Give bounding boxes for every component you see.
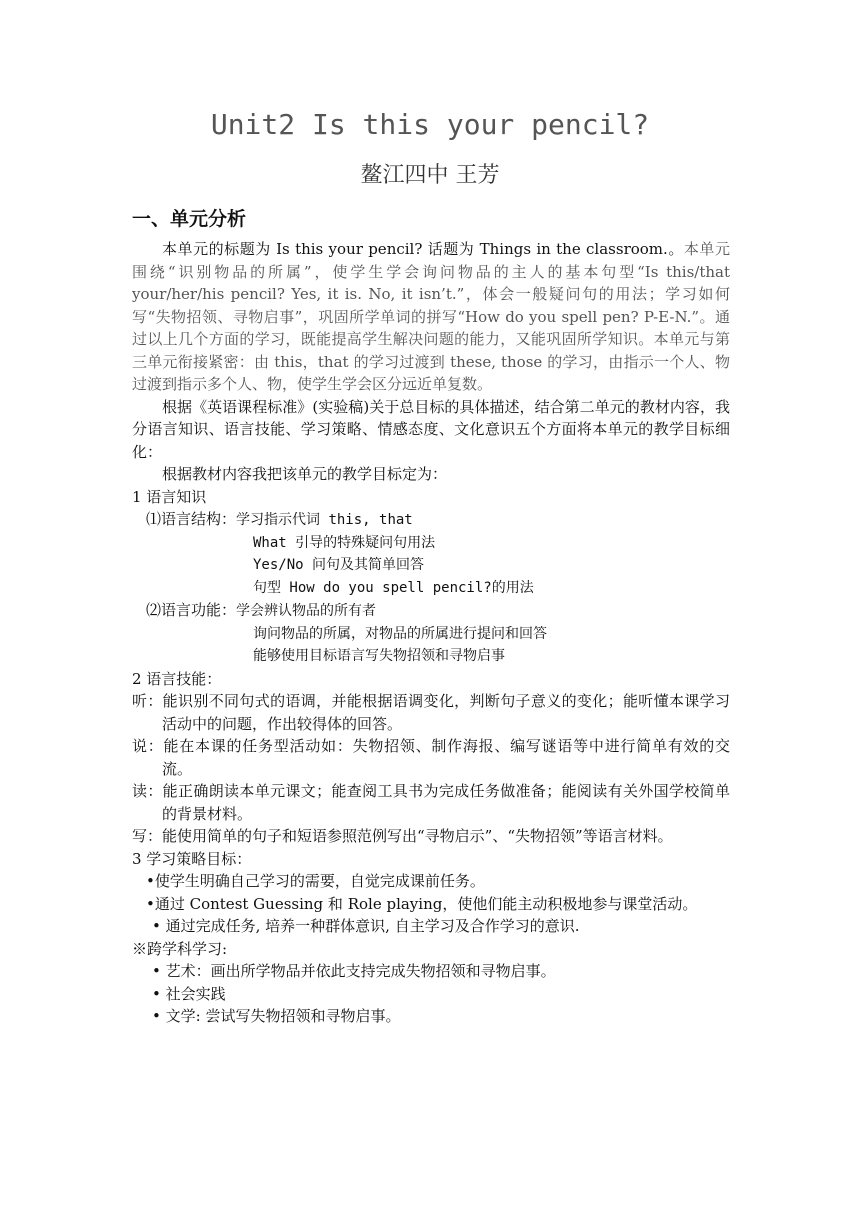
document-title: Unit2 Is this your pencil? (210, 108, 650, 141)
language-function-item: 学会辨认物品的所有者 (236, 603, 377, 619)
skill-writing: 写：能使用简单的句子和短语参照范例写出“寻物启示”、“失物招领”等语言材料。 (132, 827, 673, 845)
paragraph-goal-intro: 根据教材内容我把该单元的教学目标定为： (162, 465, 448, 483)
skill-listening: 听：能识别不同句式的语调，并能根据语调变化，判断句子意义的变化；能听懂本课学习活动中的问题，作出较得体的回答。 (132, 692, 730, 733)
language-structure-item: Yes/No 问句及其简单回答 (253, 557, 425, 573)
strategy-item: •通过 Contest Guessing 和 Role playing，使他们能主动积极地参与课堂活动。 (146, 894, 698, 913)
language-structure-item: 句型 How do you spell pencil?的用法 (253, 579, 534, 596)
author-line: 鳌江四中 王芳 (360, 163, 500, 188)
skill-speaking: 说：能在本课的任务型活动如：失物招领、制作海报、编写谜语等中进行简单有效的交流。 (132, 737, 730, 778)
language-function-item: 能够使用目标语言写失物招领和寻物启事 (253, 648, 505, 664)
language-structure-item: What 引导的特殊疑问句用法 (253, 534, 436, 551)
paragraph-unit-intro (132, 238, 730, 396)
paragraph-unit-description: 本单元围绕“识别物品的所属”，使学生学会询问物品的主人的基本句型“Is this/that your/her/his pencil? Yes, it is. No, it isn’t.”，体会一般疑问句的用法；学习如何写“失物招领、寻物启事”，巩固所学单词的拼写“How do you spell pen? P-E-N.”。通过以上几个方面的学习，既能提高学生解决问题的能力，又能巩固所学知识。本单元与第三单元衔接紧密：由 this，that 的学习过渡到 these, those 的学习，由指示一个人、物过渡到指示多个人、物，使学生学会区分远近单复数。 (132, 240, 730, 393)
language-structure-line (132, 508, 730, 532)
language-function-label: ⑵语言功能： (146, 601, 237, 619)
heading-language-skills: 2 语言技能： (132, 669, 222, 688)
document-body (132, 238, 730, 1028)
strategy-item: •使学生明确自己学习的需要，自觉完成课前任务。 (146, 872, 485, 890)
skill-reading: 读：能正确朗读本单元课文；能查阅工具书为完成任务做准备；能阅读有关外国学校简单的背景材料。 (132, 782, 730, 823)
cross-subject-item: • 艺术：画出所学物品并依此支持完成失物招领和寻物启事。 (152, 962, 556, 980)
heading-learning-strategy: 3 学习策略目标： (132, 849, 252, 868)
heading-cross-subject: ※跨学科学习: (132, 939, 228, 958)
cross-subject-item: • 文学: 尝试写失物招领和寻物启事。 (152, 1007, 401, 1025)
section-heading-unit-analysis: 一、单元分析 (132, 208, 247, 230)
language-function-line (132, 599, 730, 623)
language-function-item: 询问物品的所属，对物品的所属进行提问和回答 (253, 625, 547, 642)
paragraph-curriculum-standard: 根据《英语课程标准》(实验稿)关于总目标的具体描述，结合第二单元的教材内容，我分语言知识、语言技能、学习策略、情感态度、文化意识五个方面将本单元的教学目标细化： (132, 397, 730, 461)
language-structure-label: ⑴语言结构： (146, 510, 237, 528)
strategy-item: • 通过完成任务, 培养一种群体意识, 自主学习及合作学习的意识. (152, 917, 580, 935)
language-structure-item: 学习指示代词 this, that (236, 512, 413, 528)
heading-language-knowledge: 1 语言知识 (132, 487, 207, 506)
cross-subject-item: • 社会实践 (152, 984, 226, 1003)
paragraph-unit-title-sentence: 本单元的标题为 Is this your pencil? 话题为 Things in the classroom.。 (162, 240, 684, 258)
